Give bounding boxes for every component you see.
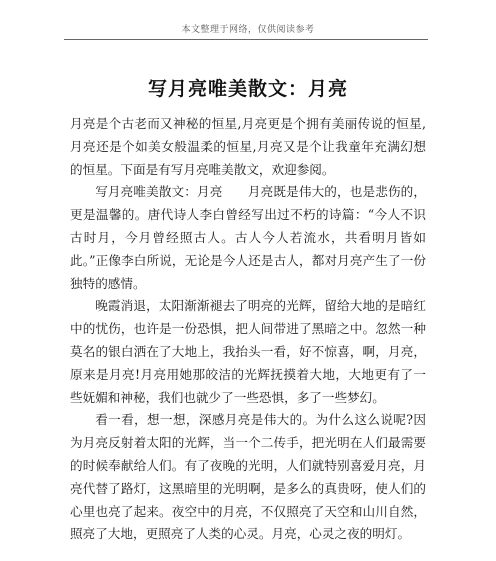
document-body (70, 113, 426, 546)
paragraph: 看一看，想一想，深感月亮是伟大的。为什么这么说呢?因为月亮反射着太阳的光辉，当一个二传手，把光明在人们最需要的时候奉献给人们。有了夜晚的光明，人们就特别喜爱月亮，月亮代替了路灯，这黑暗里的光明啊，是多么的真贵呀，使人们的心里也亮了起来。夜空中的月亮，不仅照亮了天空和山川自然，照亮了大地，更照亮了人类的心灵。月亮，心灵之夜的明灯。 (70, 412, 426, 542)
paragraph: 写月亮唯美散文：月亮 月亮既是伟大的，也是悲伤的，更是温馨的。唐代诗人李白曾经写出过不朽的诗篇：“今人不识古时月，今月曾经照古人。古人今人若流水，共看明月皆如此。”正像李白所说，无论是今人还是古人，都对月亮产生了一份独特的感情。 (70, 184, 426, 291)
paragraph-intro: 月亮是个古老而又神秘的恒星,月亮更是个拥有美丽传说的恒星,月亮还是个如美女般温柔的恒星,月亮又是个让我童年充满幻想的恒星。下面是有写月亮唯美散文，欢迎参阅。 (70, 116, 426, 177)
document-title: 写月亮唯美散文：月亮 (147, 78, 348, 100)
header-note: 本文整理于网络，仅供阅读参考 (181, 25, 315, 35)
header-divider (64, 39, 428, 40)
paragraph: 晚霞消退，太阳渐渐褪去了明亮的光辉，留给大地的是暗红中的忧伤，也许是一份恐惧，把人间带进了黑暗之中。忽然一种莫名的银白洒在了大地上，我抬头一看，好不惊喜，啊，月亮，原来是月亮!月亮用她那皎洁的光辉抚摸着大地，大地更有了一些妩媚和神秘，我们也就少了一些恐惧，多了一些梦幻。 (70, 298, 426, 405)
